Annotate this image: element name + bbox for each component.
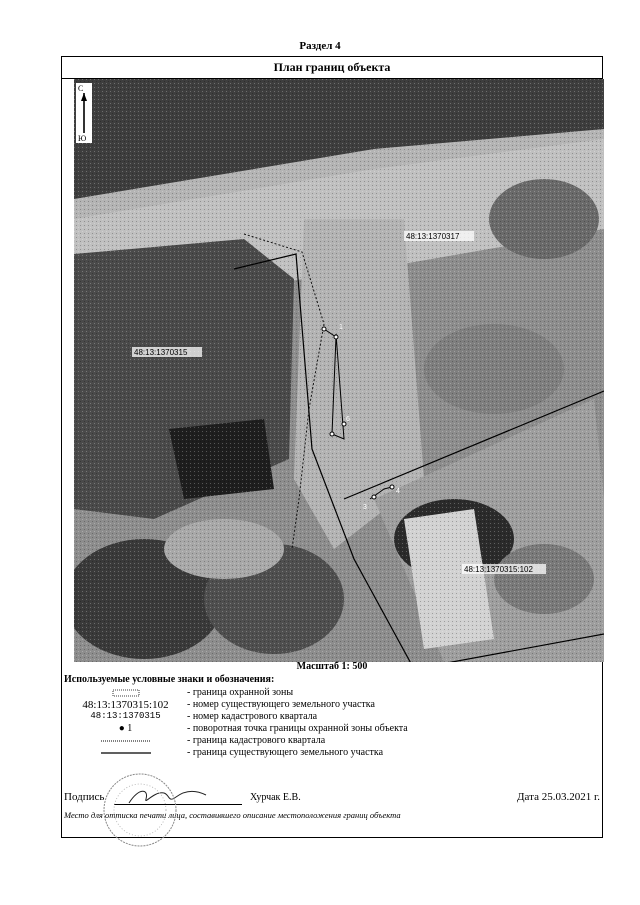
legend-item: - граница кадастрового квартала — [62, 735, 602, 748]
plan-title: План границ объекта — [62, 57, 602, 79]
legend-item: ● 1 - поворотная точка границы охранной зоны объекта — [62, 723, 602, 736]
legend-item: - граница охранной зоны — [62, 687, 602, 700]
legend-item: 48:13:1370315 - номер кадастрового квартала — [90, 711, 318, 722]
point-label: 3 — [363, 504, 367, 511]
point-label: 4 — [396, 488, 400, 495]
parcel-label: 48:13:1370315:102 — [464, 565, 533, 574]
map-canvas — [74, 79, 604, 662]
quarter-boundary-symbol — [62, 735, 189, 746]
parcel-label: 48:13:1370315 — [134, 348, 188, 357]
parcel-boundary-symbol — [62, 747, 189, 758]
signature-label: Подпись — [64, 791, 105, 803]
plan-frame — [61, 56, 603, 838]
turning-point-symbol: ● 1 — [118, 723, 133, 734]
parcel-label: 48:13:1370317 — [406, 232, 460, 241]
stamp-note: Место для оттиска печати лица, составившего описание местоположения границ объекта — [64, 810, 401, 820]
signature-date: Дата 25.03.2021 г. — [517, 791, 600, 803]
point-label: 6 — [346, 416, 350, 423]
signer-name: Хурчак Е.В. — [250, 792, 301, 803]
legend-item: - граница существующего земельного участка — [62, 747, 602, 760]
map-scale: Масштаб 1: 500 — [296, 661, 368, 672]
north-label: С — [78, 84, 84, 93]
aerial-map — [74, 79, 604, 662]
protection-zone-symbol — [62, 687, 189, 698]
stamp-seal — [100, 770, 180, 850]
section-title: Раздел 4 — [299, 40, 341, 52]
south-label: Ю — [78, 134, 87, 143]
point-label: 1 — [339, 324, 343, 331]
legend-item: 48:13:1370315:102 - номер существующего земельного участка — [82, 699, 375, 711]
legend-title: Используемые условные знаки и обозначения: — [64, 674, 275, 685]
